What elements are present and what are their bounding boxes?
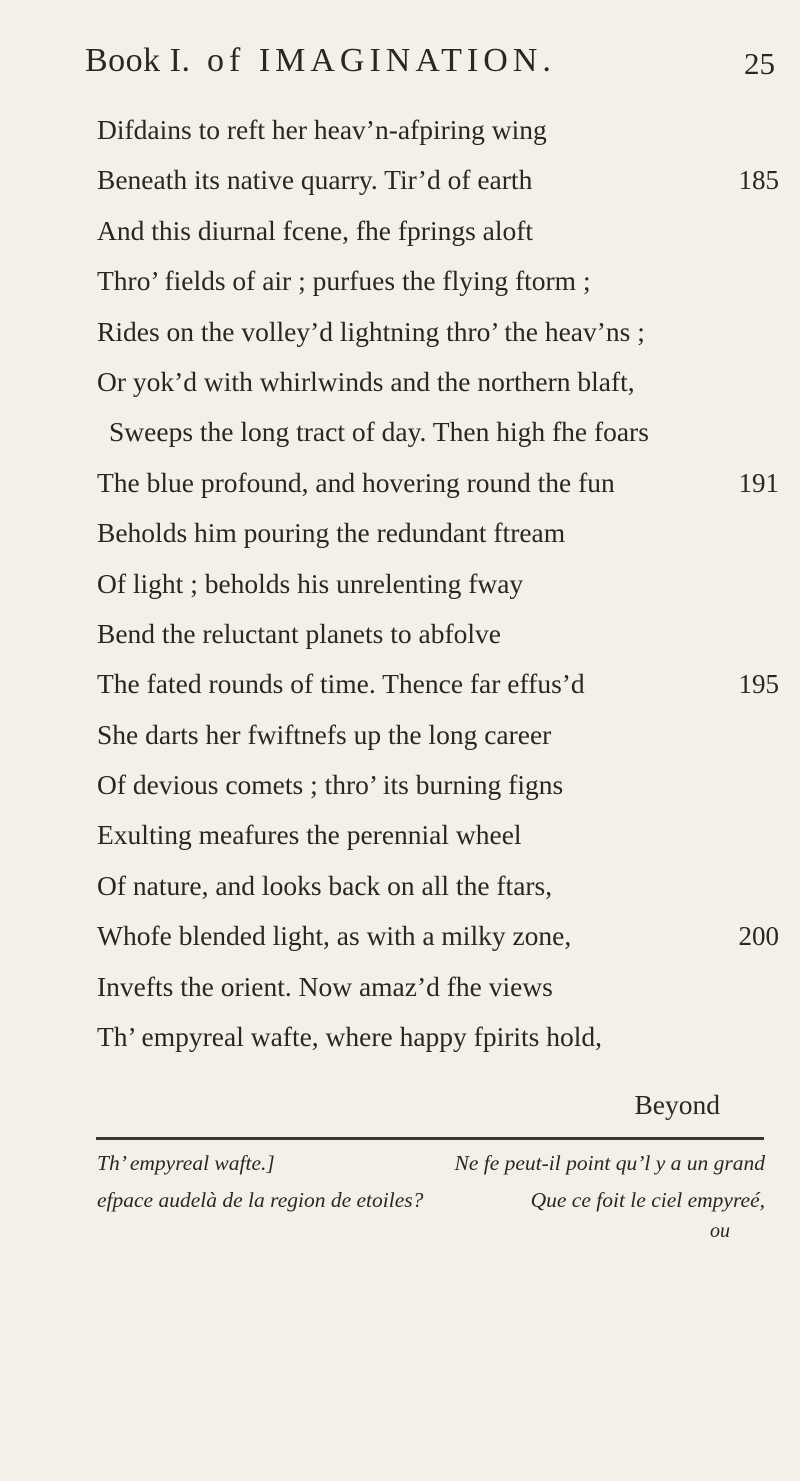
verse-line: Thro’ fields of air ; purfues the flying ftorm ; [97, 265, 591, 297]
verse-line: Or yok’d with whirlwinds and the northern blaft, [97, 365, 635, 397]
verse-line: Difdains to reft her heav’n-afpiring wing [97, 114, 547, 145]
verse-line: Of light ; beholds his unrelenting fway [97, 567, 524, 599]
verse-line: Rides on the volley’d lightning thro’ the heav’ns ; [97, 315, 645, 347]
verse-block [97, 105, 779, 1062]
verse-line: Th’ empyreal wafte, where happy fpirits hold, [97, 1021, 603, 1053]
line-number: 191 [738, 467, 779, 498]
verse-line: Whofe blended light, as with a milky zone, 200 [97, 911, 757, 961]
verse-line: The fated rounds of time. Thence far effus’d 195 [97, 659, 757, 709]
verse-line: Of devious comets ; thro’ its burning figns [97, 769, 564, 801]
footnote-catchword: ou [710, 1220, 730, 1242]
verse-line: And this diurnal fcene, fhe fprings aloft [97, 214, 534, 246]
verse-line: Exulting meafures the perennial wheel [97, 819, 522, 851]
footnote-line: Th’ empyreal wafte.] Ne fe peut-il point qu’l y a un grand [97, 1151, 765, 1175]
line-number: 185 [738, 165, 779, 196]
verse-line: Beholds him pouring the redundant ftream [97, 517, 566, 549]
footnote-rule [96, 1137, 764, 1140]
verse-line: Beneath its native quarry. Tir’d of earth 185 [97, 155, 757, 205]
verse-line: The blue profound, and hovering round the fun 191 [97, 458, 757, 508]
verse-line: She darts her fwiftnefs up the long career [97, 718, 552, 750]
footnote [97, 1145, 765, 1219]
footnote-line: efpace audelà de la region de etoiles? Que ce foit le ciel empyreé, [97, 1188, 765, 1212]
line-number: 200 [738, 921, 779, 952]
line-number: 195 [738, 669, 779, 700]
running-head-title: of IMAGINATION. [207, 42, 556, 79]
verse-line: Invefts the orient. Now amaz’d fhe views [97, 970, 553, 1002]
verse-line: Bend the reluctant planets to abfolve [97, 617, 501, 649]
catchword: Beyond [634, 1089, 720, 1120]
page-number: 25 [744, 46, 775, 81]
running-head-book: Book I. [85, 42, 191, 79]
verse-line: Of nature, and looks back on all the ftars, [97, 869, 553, 901]
verse-line: Sweeps the long tract of day. Then high fhe foars [109, 416, 649, 448]
running-head [85, 42, 775, 98]
